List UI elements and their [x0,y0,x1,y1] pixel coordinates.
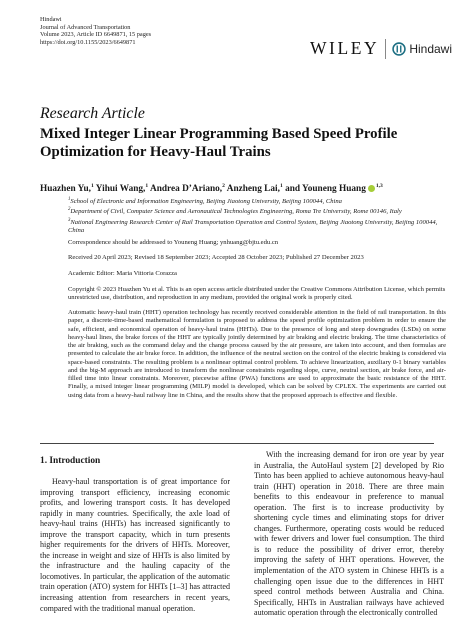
author-affil-ref: 1,3 [375,183,383,189]
body-paragraph: With the increasing demand for iron ore year by year in Australia, the AutoHaul system [2] developed by Rio Tinto has been applied to achieve autonomous heavy-haul train (HHT) operation in 2018. There are three main benefits to this endeavour in preference to manual operation. The first is to increase productivity by shortening cycle times and eliminating stops for driver changes. Furthermore, operating costs would be reduced with fewer drivers and lower fuel consumption. The third is to reduce the possibility of driver error, thereby improving the safety of HHT operations. However, the implementation of the ATO system in Chinese HHTs is a challenging open issue due to the differences in HHT speed control methods between Australia and China. Specifically, HHTs in Australian railways have achieved automatic operation through the electronically controlled [254,450,444,618]
affiliation: $^2$Department of Civil, Computer Science and Aeronautical Technologies Engineering, Roma Tre University, Rome 00146, Italy [68,207,402,216]
orcid-icon[interactable] [368,185,375,192]
affiliation: $^1$School of Electronic and Information Engineering, Beijing Jiaotong University, Beijing 100044, China [68,197,342,206]
section-heading: 1. Introduction [40,456,101,466]
author-affil-ref: 1 [145,183,149,189]
wiley-logo: WILEY [309,38,380,58]
article-title: Mixed Integer Linear Programming Based Speed Profile Optimization for Heavy-Haul Trains [40,126,398,160]
affiliations [68,196,448,236]
author-name: Anzheng Lai, [226,184,280,195]
author-affil-ref: 1 [90,183,94,189]
article-dates: Received 20 April 2023; Revised 18 September 2023; Accepted 28 October 2023; Published 27 December 2023 [68,254,364,261]
article-type: Research Article [40,105,145,122]
hindawi-logo-icon [392,42,406,56]
volume-info: Volume 2023, Article ID 6649871, 15 pages [40,31,152,39]
correspondence: Correspondence should be addressed to Youneng Huang; ynhuang@bjtu.edu.cn [68,239,279,246]
doi-link[interactable]: https://doi.org/10.1155/2023/6649871 [40,38,136,46]
section-divider [40,443,434,444]
author-affil-ref: 2 [222,183,225,189]
author-affil-ref: 1 [279,183,283,189]
author-list [40,183,470,194]
author-name: Andrea D’Ariano, [149,184,223,195]
license-notice: Copyright © 2023 Huazhen Yu et al. This is an open access article distributed under the Creative Commons Attribution License, which permits unrestricted use, distribution, and reproduction in any medium, provided the original work is properly cited. [68,286,446,302]
brand-divider [385,39,386,59]
abstract: Automatic heavy-haul train (HHT) operation technology has recently received considerable attention in the field of rail transportation. In this paper, a discrete-time-based mathematical formulation is proposed to address the speed profile optimization problem in order to ensure the safe, efficient, and economical operation of heavy-haul trains (HHTs). Due to the presence of long and steep downgrades (LSDs) on some heavy-haul lines, the brake forces of the HHT are typically jointly determined by air braking and electric braking. The time characteristics of the air braking, such as the command delay and the change process caused by the air pressure, are taken into account, and then formulas are presented to calculate the air brake force. In addition, the influence of the neutral section on the control of the electric braking is considered via space-based constraints. The resulting problem is a nonlinear optimal control problem. To achieve linearization, auxiliary 0-1 binary variables and the big-M approach are introduced to transform the nonlinear constraints regarding slope, curve, neutral section, air brake force, and air-filled time into linear constraints. Moreover, piecewise affine (PWA) functions are used to approximate the basic resistance of the HHT. Finally, a mixed integer linear programming (MILP) model is developed, which can be solved by CPLEX. The experiments are carried out using data from a heavy-haul railway line in China, and the results show that the proposed approach is effective and flexible. [68,309,446,399]
body-column-right [254,450,444,619]
academic-editor: Academic Editor: Maria Vittoria Corazza [68,270,177,277]
publisher-name: Hindawi [40,16,62,23]
affiliation: $^3$National Engineering Research Center of Rail Transportation Operation and Control System, Beijing Jiaotong University, Beijing 100044, China [68,217,438,235]
author-name: Huazhen Yu, [40,184,91,195]
body-paragraph: Heavy-haul transportation is of great importance for improving transport efficiency, increasing economic profits, and lowering transport costs. It has developed rapidly in many countries. Specifically, the axle load of heavy-haul trains (HHTs) has increased significantly to improve the transport capacity, which in turn presents higher requirements for the drivers of HHTs. Moreover, the increase in weight and size of HHTs is also limited by the infrastructure and the hauling capacity of the locomotives. In particular, the application of the automatic train operation (ATO) system for HHTs [1–3] has attracted increasing attention from researchers in recent years, compared with the traditional manual operation. [40,477,230,613]
publication-info [40,16,151,46]
hindawi-wordmark: Hindawi [409,41,452,56]
publisher-branding [310,38,452,59]
journal-name: Journal of Advanced Transportation [40,23,131,31]
author-name: Yihui Wang, [95,184,146,195]
author-name: and Youneng Huang [285,184,366,195]
body-column-left [40,477,230,614]
